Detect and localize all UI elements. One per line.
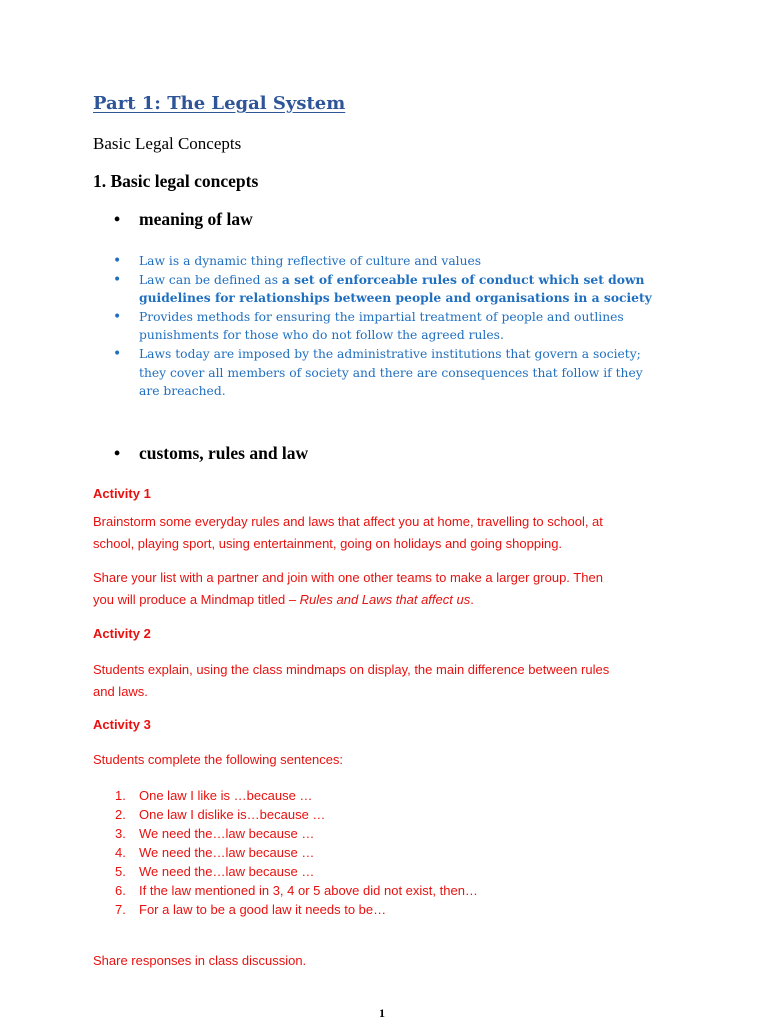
list-item-text-bold: a set of enforceable rules of conduct which set down [281, 271, 645, 287]
subtitle: Basic Legal Concepts [93, 134, 242, 153]
activity-1-paragraph-2 [93, 567, 693, 611]
activity-3-intro: Students complete the following sentences: [93, 752, 344, 767]
list-item-number: 3. [115, 826, 126, 841]
bullet-label: meaning of law [139, 209, 253, 229]
list-item-text: they cover all members of society and there are consequences that follow if they [139, 365, 643, 380]
list-item-number: 6. [115, 883, 126, 898]
list-item-number: 5. [115, 864, 126, 879]
mindmap-title: Rules and Laws that affect us [299, 592, 471, 607]
list-item-text: We need the…law because … [139, 826, 315, 841]
activity-1-heading: Activity 1 [93, 486, 151, 501]
bullet-icon: • [113, 308, 122, 325]
activity-1-paragraph-1 [93, 511, 693, 555]
list-item-text: Laws today are imposed by the administrative institutions that govern a society; [139, 346, 641, 361]
page-number: 1 [379, 1006, 385, 1020]
list-item [113, 271, 693, 308]
list-item-text: For a law to be a good law it needs to be… [139, 902, 387, 917]
list-item-number: 1. [115, 788, 126, 803]
paragraph-line: Share your list with a partner and join with one other teams to make a larger group. Then [93, 570, 603, 585]
list-item-number: 4. [115, 845, 126, 860]
page-title: Part 1: The Legal System [93, 93, 346, 114]
list-item-text [139, 271, 693, 290]
bullet-icon: • [113, 345, 122, 362]
list-item-text: If the law mentioned in 3, 4 or 5 above did not exist, then… [139, 883, 478, 898]
list-item-text: We need the…law because … [139, 845, 315, 860]
paragraph-line [93, 589, 693, 611]
paragraph-line: school, playing sport, using entertainment, going on holidays and going shopping. [93, 536, 563, 551]
activity-2-paragraph [93, 659, 693, 703]
paragraph-line: Students explain, using the class mindmaps on display, the main difference between rules [93, 662, 610, 677]
list-item-text: We need the…law because … [139, 864, 315, 879]
list-item [113, 345, 693, 401]
paragraph-line: Brainstorm some everyday rules and laws that affect you at home, travelling to school, at [93, 514, 603, 529]
list-item-text: are breached. [139, 384, 226, 399]
list-item-text-bold: guidelines for relationships between people and organisations in a society [139, 290, 652, 306]
paragraph-text: you will produce a Mindmap titled – [93, 592, 300, 607]
bullet-icon: • [113, 271, 122, 288]
bullet-icon: • [113, 253, 122, 269]
bullet-label: customs, rules and law [139, 443, 309, 463]
list-item-number: 7. [115, 902, 126, 917]
activity-3-heading: Activity 3 [93, 717, 151, 732]
section-heading: 1. Basic legal concepts [93, 171, 259, 191]
bullet-icon: • [114, 443, 121, 463]
list-item-text: One law I like is …because … [139, 788, 313, 803]
list-item-text: Provides methods for ensuring the impartial treatment of people and outlines [139, 309, 624, 324]
list-item-text: punishments for those who do not follow the agreed rules. [139, 328, 504, 343]
list-item-text [139, 289, 693, 308]
list-item-text: Law is a dynamic thing reflective of culture and values [139, 254, 482, 268]
paragraph-text: . [470, 592, 474, 607]
activity-2-heading: Activity 2 [93, 626, 151, 641]
list-item-text-normal: Law can be defined as [139, 272, 282, 287]
list-item-number: 2. [115, 807, 126, 822]
closing-instruction: Share responses in class discussion. [93, 953, 307, 968]
bullet-icon: • [114, 209, 121, 229]
paragraph-line: and laws. [93, 684, 148, 699]
list-item-text: One law I dislike is…because … [139, 807, 326, 822]
meaning-list [113, 252, 693, 401]
list-item [113, 252, 693, 271]
list-item [113, 308, 693, 345]
